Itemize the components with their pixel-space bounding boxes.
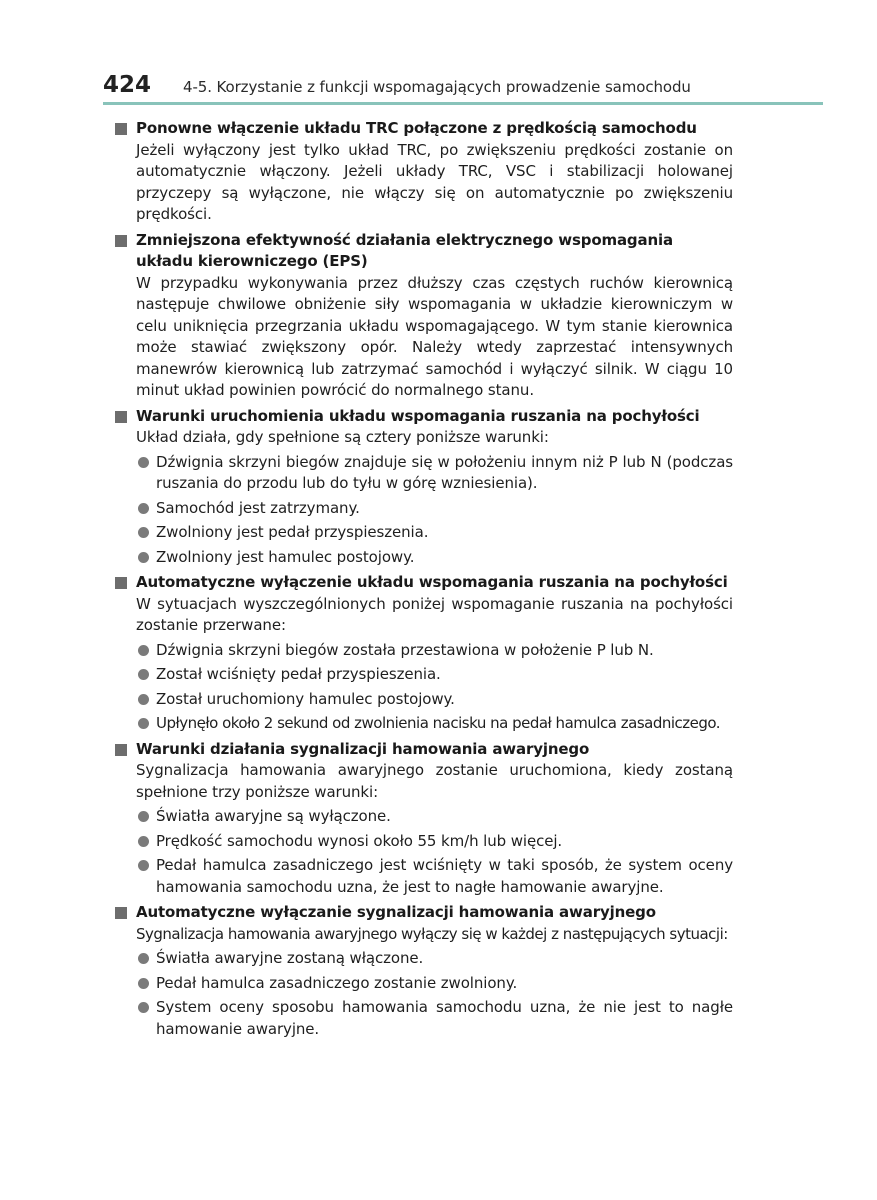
square-bullet-icon (115, 411, 127, 423)
square-bullet-icon (115, 123, 127, 135)
square-bullet-icon (115, 907, 127, 919)
section-heading (113, 406, 733, 428)
section-emergency-signal-cancel (113, 902, 733, 1040)
paragraph: W przypadku wykonywania przez dłuższy czas częstych ruchów kierownicą następuje chwilowe obniżenie siły wspomagania w układzie kierowniczym w celu uniknięcia przegrzania układu wspomagającego. W tym stanie kierownica może stawiać zwiększony opór. Należy wtedy zaprzestać intensywnych manewrów kierownicą lub zatrzymać samochód i wyłączyć silnik. W ciągu 10 minut układ powinien powrócić do normalnego stanu. (136, 273, 733, 399)
section-heading (113, 230, 733, 273)
list-item (113, 498, 733, 520)
list-item-text: Został uruchomiony hamulec postojowy. (156, 689, 455, 708)
list-item (113, 522, 733, 544)
page-header (103, 72, 823, 106)
header-divider (103, 102, 823, 105)
round-bullet-icon (138, 1002, 149, 1013)
list-item-text: Prędkość samochodu wynosi około 55 km/h lub więcej. (156, 831, 563, 850)
list-item (113, 664, 733, 686)
page-number: 424 (103, 72, 152, 98)
chapter-title: 4-5. Korzystanie z funkcji wspomagających prowadzenie samochodu (183, 78, 691, 96)
section-hill-start-cancel (113, 572, 733, 735)
section-heading-text: Warunki uruchomienia układu wspomagania ruszania na pochyłości (136, 406, 700, 425)
list-item-text: Zwolniony jest pedał przyspieszenia. (156, 523, 429, 541)
section-heading-text: Ponowne włączenie układu TRC połączone z prędkością samochodu (136, 119, 697, 137)
paragraph: Sygnalizacja hamowania awaryjnego zostanie uruchomiona, kiedy zostaną spełnione trzy poniższe warunki: (136, 761, 733, 801)
section-eps-reduced (113, 230, 733, 402)
square-bullet-icon (115, 235, 127, 247)
list-item-text: Światła awaryjne są wyłączone. (156, 807, 391, 825)
round-bullet-icon (138, 694, 149, 705)
section-heading (113, 739, 733, 761)
list-item-text: Pedał hamulca zasadniczego zostanie zwolniony. (156, 973, 518, 992)
list-item (113, 806, 733, 828)
round-bullet-icon (138, 645, 149, 656)
section-heading-text: Automatyczne wyłączanie sygnalizacji hamowania awaryjnego (136, 903, 656, 921)
list-item (113, 997, 733, 1040)
section-hill-start-conditions (113, 406, 733, 569)
list-item (113, 640, 733, 662)
section-heading-text: Zmniejszona efektywność działania elektrycznego wspomagania układu kierowniczego (EPS) (136, 230, 673, 270)
round-bullet-icon (138, 953, 149, 964)
paragraph: Jeżeli wyłączony jest tylko układ TRC, po zwiększeniu prędkości zostanie on automatycznie włączony. Jeżeli układy TRC, VSC i stabilizacji holowanej przyczepy są wyłączone, nie włączy się on automatycznie po zwiększeniu prędkości. (136, 140, 733, 223)
section-heading-text: Automatyczne wyłączenie układu wspomagania ruszania na pochyłości (136, 573, 728, 591)
list-item-text: Pedał hamulca zasadniczego jest wciśnięty w taki sposób, że system oceny hamowania samochodu uzna, że jest to nagłe hamowanie awaryjne. (156, 856, 733, 896)
list-item (113, 973, 733, 995)
list-item (113, 948, 733, 970)
round-bullet-icon (138, 552, 149, 563)
round-bullet-icon (138, 527, 149, 538)
round-bullet-icon (138, 811, 149, 822)
section-emergency-signal-conditions (113, 739, 733, 899)
list-item-text: Samochód jest zatrzymany. (156, 498, 360, 517)
list-item-text: System oceny sposobu hamowania samochodu uzna, że nie jest to nagłe hamowanie awaryjne. (156, 998, 733, 1038)
square-bullet-icon (115, 577, 127, 589)
round-bullet-icon (138, 457, 149, 468)
round-bullet-icon (138, 860, 149, 871)
round-bullet-icon (138, 669, 149, 680)
round-bullet-icon (138, 503, 149, 514)
section-heading (113, 572, 733, 594)
page-body (113, 118, 733, 1044)
list-item-text: Upłynęło około 2 sekund od zwolnienia nacisku na pedał hamulca zasadniczego. (156, 714, 721, 732)
list-item-text: Został wciśnięty pedał przyspieszenia. (156, 665, 441, 683)
list-item (113, 689, 733, 711)
list-item-text: Dźwignia skrzyni biegów znajduje się w położeniu innym niż P lub N (podczas ruszania do przodu lub do tyłu w górę wzniesienia). (156, 452, 733, 492)
round-bullet-icon (138, 978, 149, 989)
list-item (113, 831, 733, 853)
round-bullet-icon (138, 836, 149, 847)
list-item (113, 713, 733, 735)
section-heading (113, 902, 733, 924)
list-item-text: Światła awaryjne zostaną włączone. (156, 949, 424, 967)
round-bullet-icon (138, 718, 149, 729)
paragraph: Sygnalizacja hamowania awaryjnego wyłączy się w każdej z następujących sytuacji: (136, 924, 728, 943)
section-trc-reactivation (113, 118, 733, 226)
list-item-text: Zwolniony jest hamulec postojowy. (156, 547, 415, 566)
list-item (113, 855, 733, 898)
section-heading (113, 118, 733, 140)
list-item-text: Dźwignia skrzyni biegów została przestawiona w położenie P lub N. (156, 640, 654, 659)
square-bullet-icon (115, 744, 127, 756)
section-heading-text: Warunki działania sygnalizacji hamowania awaryjnego (136, 739, 590, 758)
list-item (113, 452, 733, 495)
list-item (113, 547, 733, 569)
paragraph: Układ działa, gdy spełnione są cztery poniższe warunki: (136, 428, 549, 446)
paragraph: W sytuacjach wyszczególnionych poniżej wspomaganie ruszania na pochyłości zostanie przerwane: (136, 594, 733, 634)
